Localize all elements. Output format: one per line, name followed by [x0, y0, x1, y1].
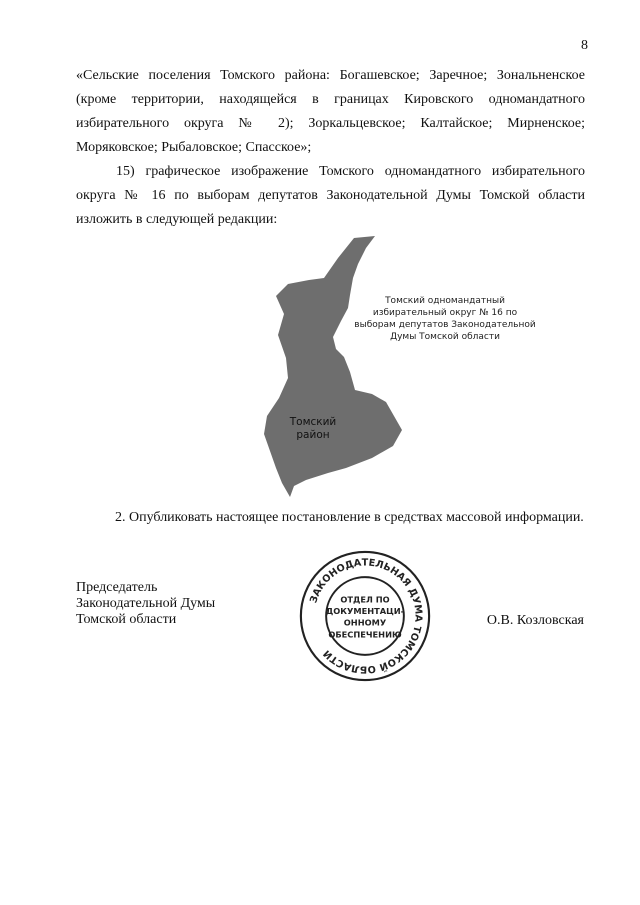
map-caption-line: Томский одномандатный — [385, 296, 505, 306]
signer-name: О.В. Козловская — [486, 613, 584, 628]
page-number: 8 — [581, 38, 588, 53]
district-shape — [264, 236, 402, 497]
map-caption-line: Думы Томской области — [390, 332, 500, 342]
stamp-center-line: ОТДЕЛ ПО — [340, 594, 390, 605]
district-map — [200, 232, 560, 507]
map-caption — [345, 295, 545, 343]
stamp-center-line: ОБЕСПЕЧЕНИЮ — [328, 629, 402, 640]
stamp-ring-text: ЗАКОНОДАТЕЛЬНАЯ ДУМА ТОМСКОЙ ОБЛАСТИ — [308, 557, 424, 675]
signature-title — [76, 580, 215, 628]
paragraph-item-15: 15) графическое изображение Томского одномандатного избирательного округа № 16 по выборам депутатов Законодательной Думы Томской области изложить в следующей редакции: — [76, 164, 585, 227]
map-caption-line: избирательный округ № 16 по — [372, 308, 518, 318]
paragraph-publish: 2. Опубликовать настоящее постановление в средствах массовой информации. — [115, 510, 584, 525]
signature-title-line: Председатель — [76, 580, 158, 595]
stamp-center-line: ДОКУМЕНТАЦИ- — [325, 606, 405, 617]
paragraph-settlements: «Сельские поселения Томского района: Богашевское; Заречное; Зональненское (кроме территории, находящейся в границах Кировского одномандатного избирательного округа № 2); Зоркальцевское; Калтайское; Мирненское; Моряковское; Рыбаловское; Спасское»; — [76, 68, 585, 155]
region-label-line: Томский — [289, 416, 337, 428]
map-caption-line: выборам депутатов Законодательной — [354, 320, 536, 330]
region-label-line: район — [296, 429, 330, 441]
signature-title-line: Томской области — [76, 612, 177, 627]
region-label — [286, 416, 340, 442]
signature-title-line: Законодательной Думы — [76, 596, 216, 611]
official-stamp — [297, 548, 433, 684]
stamp-center-line: ОННОМУ — [343, 617, 387, 628]
